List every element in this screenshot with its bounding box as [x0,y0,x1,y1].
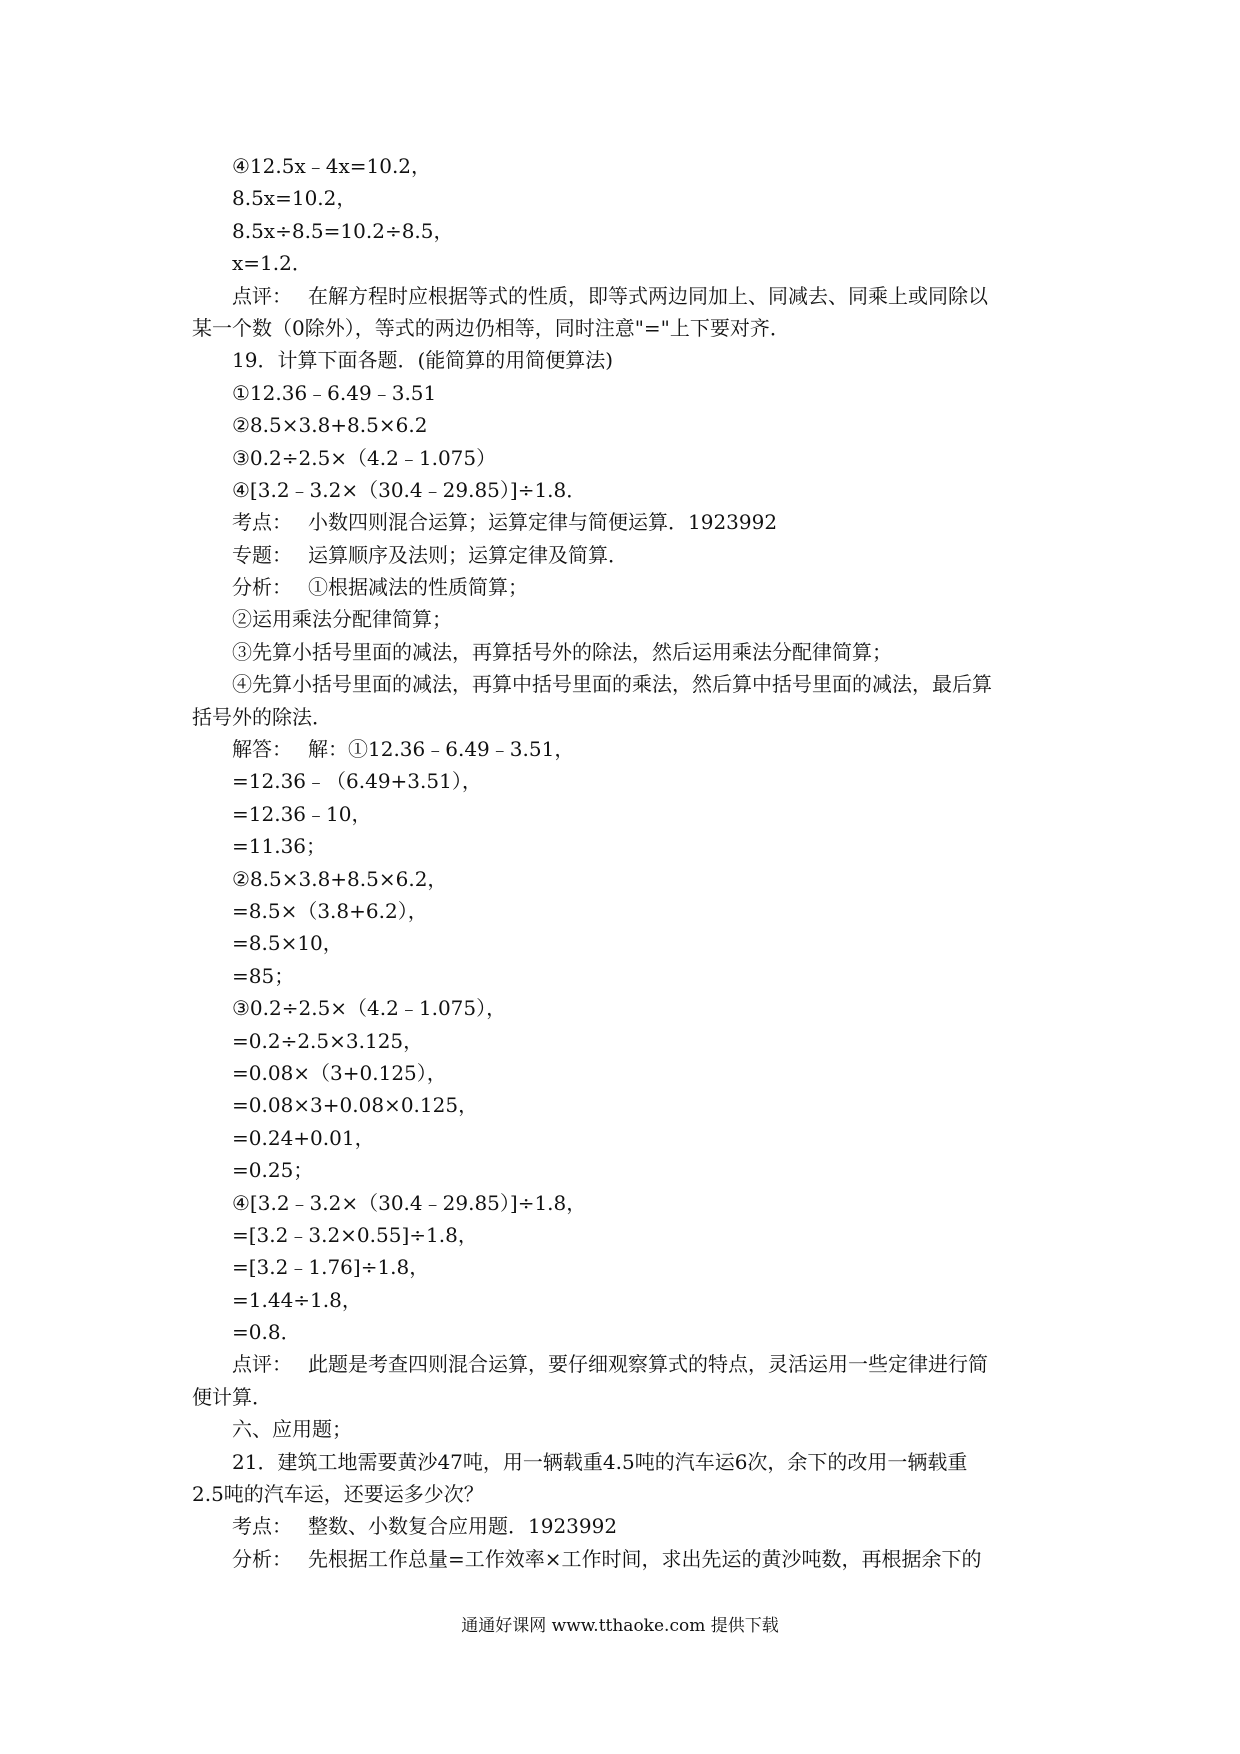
line-text: 括号外的除法． [192,704,332,729]
line-text: 此题是考查四则混合运算，要仔细观察算式的特点，灵活运用一些定律进行简 [308,1352,988,1377]
page-footer: 通通好课网 www.tthaoke.com 提供下载 [461,1616,779,1636]
line-text: ②运用乘法分配律简算； [232,607,452,632]
line-text: =8.5×（3.8+6.2）， [232,898,428,923]
line-text: =0.08×（3+0.125）， [232,1060,447,1085]
line-text: =8.5×10， [232,931,343,956]
line-text: =11.36； [232,834,327,859]
text-line [192,895,1068,927]
line-text: ②8.5×3.8+8.5×6.2 [232,413,428,438]
line-text: ①12.36﹣6.49﹣3.51 [232,380,437,405]
text-line [192,1381,1068,1413]
document-body [192,150,1068,1575]
line-text: ②8.5×3.8+8.5×6.2， [232,866,448,891]
line-text: ④[3.2﹣3.2×（30.4﹣29.85）]÷1.8， [232,1190,587,1215]
line-text: 小数四则混合运算；运算定律与简便运算．1923992 [308,510,778,535]
text-line [192,798,1068,830]
line-text: x=1.2． [232,251,312,276]
line-text: =0.08×3+0.08×0.125， [232,1093,479,1118]
line-text: =[3.2﹣1.76]÷1.8， [232,1255,430,1280]
text-line [192,1025,1068,1057]
line-text: 21．建筑工地需要黄沙47吨，用一辆载重4.5吨的汽车运6次，余下的改用一辆载重 [232,1449,968,1474]
text-line [192,1284,1068,1316]
section-label: 专题： [232,542,292,567]
text-line [192,312,1068,344]
text-line [192,1154,1068,1186]
line-text: ①根据减法的性质简算； [308,575,528,600]
text-line [192,960,1068,992]
line-text: 六、应用题； [232,1417,352,1442]
text-line [192,1187,1068,1219]
line-text: 整数、小数复合应用题．1923992 [308,1514,618,1539]
line-text: 8.5x=10.2， [232,186,357,211]
text-line [192,863,1068,895]
line-text: ③先算小括号里面的减法，再算括号外的除法，然后运用乘法分配律简算； [232,639,892,664]
section-label: 分析： [232,1546,292,1571]
text-line [192,215,1068,247]
text-line [192,668,1068,700]
line-text: ③0.2÷2.5×（4.2﹣1.075）， [232,996,507,1021]
line-text: ④12.5x﹣4x=10.2， [232,154,432,178]
line-text: 19．计算下面各题．(能简算的用简便算法) [232,348,614,373]
line-text: =0.25； [232,1158,314,1183]
line-text: =12.36﹣10， [232,801,372,826]
text-line [192,571,1068,603]
text-line [192,1478,1068,1510]
text-line [192,377,1068,409]
text-line [192,1219,1068,1251]
line-text: 2.5吨的汽车运，还要运多少次？ [192,1482,484,1507]
line-text: =0.24+0.01， [232,1125,375,1150]
text-line [192,539,1068,571]
text-line [192,1057,1068,1089]
text-line [192,474,1068,506]
text-line [192,1413,1068,1445]
text-line [192,182,1068,214]
line-text: 先根据工作总量=工作效率×工作时间，求出先运的黄沙吨数，再根据余下的 [308,1546,982,1571]
text-line [192,442,1068,474]
text-line [192,701,1068,733]
line-text: =[3.2﹣3.2×0.55]÷1.8， [232,1222,478,1247]
text-line [192,409,1068,441]
text-line [192,1122,1068,1154]
text-line [192,603,1068,635]
line-text: =0.2÷2.5×3.125， [232,1028,424,1053]
line-text: =0.8． [232,1320,301,1345]
text-line [192,1543,1068,1575]
line-text: 某一个数（0除外），等式的两边仍相等，同时注意"="上下要对齐． [192,315,790,340]
text-line [192,506,1068,538]
section-label: 考点： [232,1514,292,1539]
text-line [192,1251,1068,1283]
line-text: ④[3.2﹣3.2×（30.4﹣29.85）]÷1.8． [232,477,587,502]
text-line [192,1510,1068,1542]
line-text: =85； [232,963,295,988]
text-line [192,1089,1068,1121]
section-label: 解答： [232,737,292,762]
line-text: 在解方程时应根据等式的性质，即等式两边同加上、同减去、同乘上或同除以 [308,283,988,308]
text-line [192,927,1068,959]
text-line [192,765,1068,797]
line-text: =12.36﹣（6.49+3.51）， [232,769,482,794]
line-text: =1.44÷1.8， [232,1287,362,1312]
line-text: 便计算． [192,1384,272,1409]
section-label: 点评： [232,1352,292,1377]
text-line [192,636,1068,668]
line-text: ④先算小括号里面的减法，再算中括号里面的乘法，然后算中括号里面的减法，最后算 [232,672,992,697]
text-line [192,830,1068,862]
text-line [192,150,1068,182]
section-label: 点评： [232,283,292,308]
text-line [192,1348,1068,1380]
text-line [192,280,1068,312]
text-line [192,1316,1068,1348]
line-text: 解：①12.36﹣6.49﹣3.51， [308,737,575,762]
section-label: 分析： [232,575,292,600]
line-text: 运算顺序及法则；运算定律及简算． [308,542,628,567]
text-line [192,344,1068,376]
text-line [192,992,1068,1024]
text-line [192,247,1068,279]
line-text: ③0.2÷2.5×（4.2﹣1.075） [232,445,497,470]
section-label: 考点： [232,510,292,535]
text-line [192,1446,1068,1478]
text-line [192,733,1068,765]
line-text: 8.5x÷8.5=10.2÷8.5， [232,218,454,243]
